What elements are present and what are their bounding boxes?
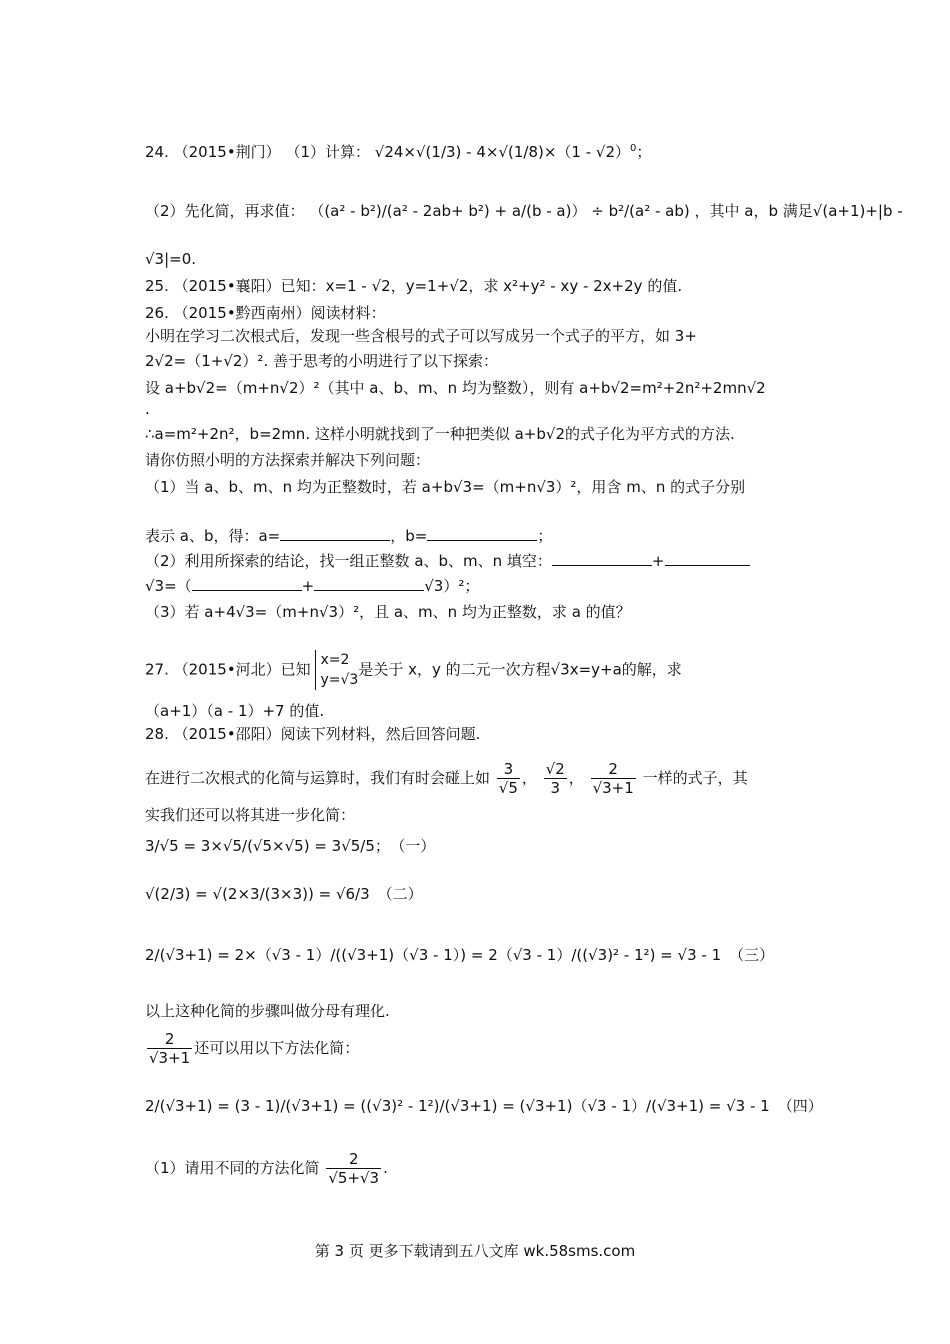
- q27-system: [315, 650, 358, 690]
- q28-formula-4: [145, 1095, 823, 1117]
- q27-post: 是关于 x，y 的二元一次方程√3x=y+a的解，求: [358, 660, 682, 679]
- answer-blank-2b[interactable]: [665, 549, 750, 566]
- q27-pre: 已知: [280, 660, 311, 679]
- q26-l10-prefix: √3=（: [145, 577, 192, 595]
- q24-part1-expr: √24×√(1/3) - 4×√(1/8)×（1 - √2）: [374, 143, 631, 161]
- fraction-sqrt-2-3: $\frac{√2}{3}$: [545, 760, 565, 797]
- q28-l2: 实我们还可以将其进一步化简：: [145, 806, 356, 824]
- q28-l1-end: 一样的式子，其: [642, 769, 748, 787]
- q28-l4-text: 还可以用以下方法化简：: [194, 1039, 360, 1057]
- q25-number: 25.: [145, 277, 169, 295]
- answer-blank-2a[interactable]: [552, 549, 652, 566]
- q27-eq2: y=√3: [320, 672, 359, 688]
- answer-blank-2n[interactable]: [314, 574, 424, 591]
- q24-part1-exponent: 0: [630, 143, 637, 154]
- fraction-2-sqrt3plus1-b: $\frac{2}{√3+1}$: [149, 1030, 191, 1067]
- q28-l1: 在进行二次根式的化简与运算时，我们有时会碰上如 $\frac{3}{√5}$ ， $\frac{√2}{3}$ ， $\frac{2}{√3+1}$ 一样的式子，其: [145, 760, 748, 797]
- formula-2: √(2/3) = √(2×3/(3×3)) = √6/3: [145, 885, 370, 903]
- formula-3: 2/(√3+1) = 2×（√3 - 1）/((√3+1)（√3 - 1）) = 2（√3 - 1）/((√3)² - 1²) = √3 - 1: [145, 946, 722, 964]
- q24-line3: [145, 248, 196, 270]
- q24-part2-expr: （(a² - b²)/(a² - 2ab+ b²) + a/(b - a)） ÷ b²/(a² - ab): [309, 202, 690, 220]
- q28-formula-2: [145, 883, 423, 905]
- q26-l9-plus: +: [651, 552, 665, 570]
- answer-blank-a[interactable]: [280, 524, 390, 541]
- q26-l10-plus: +: [301, 577, 315, 595]
- q28-l5-text: （1）请用不同的方法化简: [145, 1159, 320, 1177]
- q25-line: [145, 275, 682, 297]
- tag-2: （二）: [377, 885, 423, 903]
- q26-l10-end: √3）²；: [424, 577, 480, 595]
- fraction-2-sqrt5plussqrt3: $\frac{2}{√5+√3}$: [328, 1150, 380, 1187]
- q28-title: 阅读下列材料，然后回答问题.: [280, 725, 481, 743]
- q26-l5: ∴a=m²+2n²，b=2mn. 这样小明就找到了一种把类似 a+b√2的式子化为平方式的方法.: [145, 425, 735, 443]
- q24-line1: [145, 138, 651, 163]
- q27-line2: （a+1）（a - 1）+7 的值.: [145, 702, 325, 720]
- q26-l7: （1）当 a、b、m、n 均为正整数时，若 a+b√3=（m+n√3）²，用含 m、n 的式子分别: [145, 478, 746, 496]
- formula-1: 3/√5 = 3×√5/(√5×√5) = 3√5/5；: [145, 837, 390, 855]
- q26-l6: 请你仿照小明的方法探索并解决下列问题：: [145, 451, 431, 469]
- q26-l9-text: （2）利用所探索的结论，找一组正整数 a、b、m、n 填空：: [145, 552, 552, 570]
- q26-l10: [145, 574, 479, 597]
- q26-number: 26.: [145, 304, 169, 322]
- q27-line1: [145, 650, 682, 690]
- q28-header: [145, 723, 480, 745]
- q24-part2-label: （2）先化简，再求值：: [145, 202, 305, 220]
- q28-l1-text: 在进行二次根式的化简与运算时，我们有时会碰上如: [145, 769, 491, 787]
- q27-number: 27.: [145, 660, 169, 679]
- q26-l11: （3）若 a+4√3=（m+n√3）²，且 a、m、n 均为正整数，求 a 的值？: [145, 603, 631, 621]
- q28-number: 28.: [145, 725, 169, 743]
- q26-l3: 设 a+b√2=（m+n√2）²（其中 a、b、m、n 均为整数），则有 a+b√2=m²+2n²+2mn√2: [145, 379, 766, 397]
- answer-blank-b[interactable]: [427, 524, 537, 541]
- answer-blank-2m[interactable]: [192, 574, 302, 591]
- q28-formula-3: [145, 944, 774, 966]
- q28-l5: （1）请用不同的方法化简 $\frac{2}{√5+√3}$ .: [145, 1150, 388, 1187]
- q28-l4: [145, 1030, 359, 1067]
- q26-l4: .: [145, 400, 150, 418]
- q24-part2-condition-end: √3|=0.: [145, 250, 197, 268]
- tag-3: （三）: [729, 946, 775, 964]
- q26-header: [145, 302, 386, 324]
- q28-source: （2015•邵阳）: [173, 725, 281, 743]
- q26-title: 阅读材料：: [310, 304, 386, 322]
- q26-source: （2015•黔西南州）: [173, 304, 311, 322]
- q27-eq1: x=2: [320, 652, 350, 668]
- tag-1: （一）: [397, 837, 436, 855]
- q24-number: 24.: [145, 143, 169, 161]
- q25-text: 已知：x=1 - √2，y=1+√2，求 x²+y² - xy - 2x+2y 的值.: [280, 277, 683, 295]
- q26-l1: 小明在学习二次根式后，发现一些含根号的式子可以写成另一个式子的平方，如 3+: [145, 327, 697, 345]
- q24-part1-label: （1）计算：: [285, 143, 370, 161]
- tag-4: （四）: [777, 1097, 823, 1115]
- q25-source: （2015•襄阳）: [173, 277, 281, 295]
- page-footer: 第 3 页 更多下载请到五八文库 wk.58sms.com: [314, 1242, 636, 1260]
- q26-l8: [145, 524, 552, 547]
- q24-part2-condition: ，其中 a，b 满足√(a+1)+|b -: [694, 202, 903, 220]
- q28-l3: 以上这种化简的步骤叫做分母有理化.: [145, 1002, 390, 1020]
- formula-4: 2/(√3+1) = (3 - 1)/(√3+1) = ((√3)² - 1²)/(√3+1) = (√3+1)（√3 - 1）/(√3+1) = √3 - 1: [145, 1097, 770, 1115]
- q26-l8-prefix: 表示 a、b，得：a=: [145, 527, 281, 545]
- q27-source: （2015•河北）: [173, 660, 281, 679]
- q26-l9: [145, 549, 750, 572]
- q26-l8-mid: ，b=: [390, 527, 428, 545]
- q26-l8-end: ；: [537, 527, 553, 545]
- q26-l2: 2√2=（1+√2）². 善于思考的小明进行了以下探索：: [145, 352, 498, 370]
- q24-line2: [145, 200, 903, 222]
- q24-source: （2015•荆门）: [173, 143, 281, 161]
- q28-formula-1: [145, 835, 435, 857]
- fraction-3-sqrt5: $\frac{3}{√5}$: [498, 760, 518, 797]
- q24-part1-end: ；: [636, 143, 652, 161]
- fraction-2-sqrt3plus1: $\frac{2}{√3+1}$: [592, 760, 634, 797]
